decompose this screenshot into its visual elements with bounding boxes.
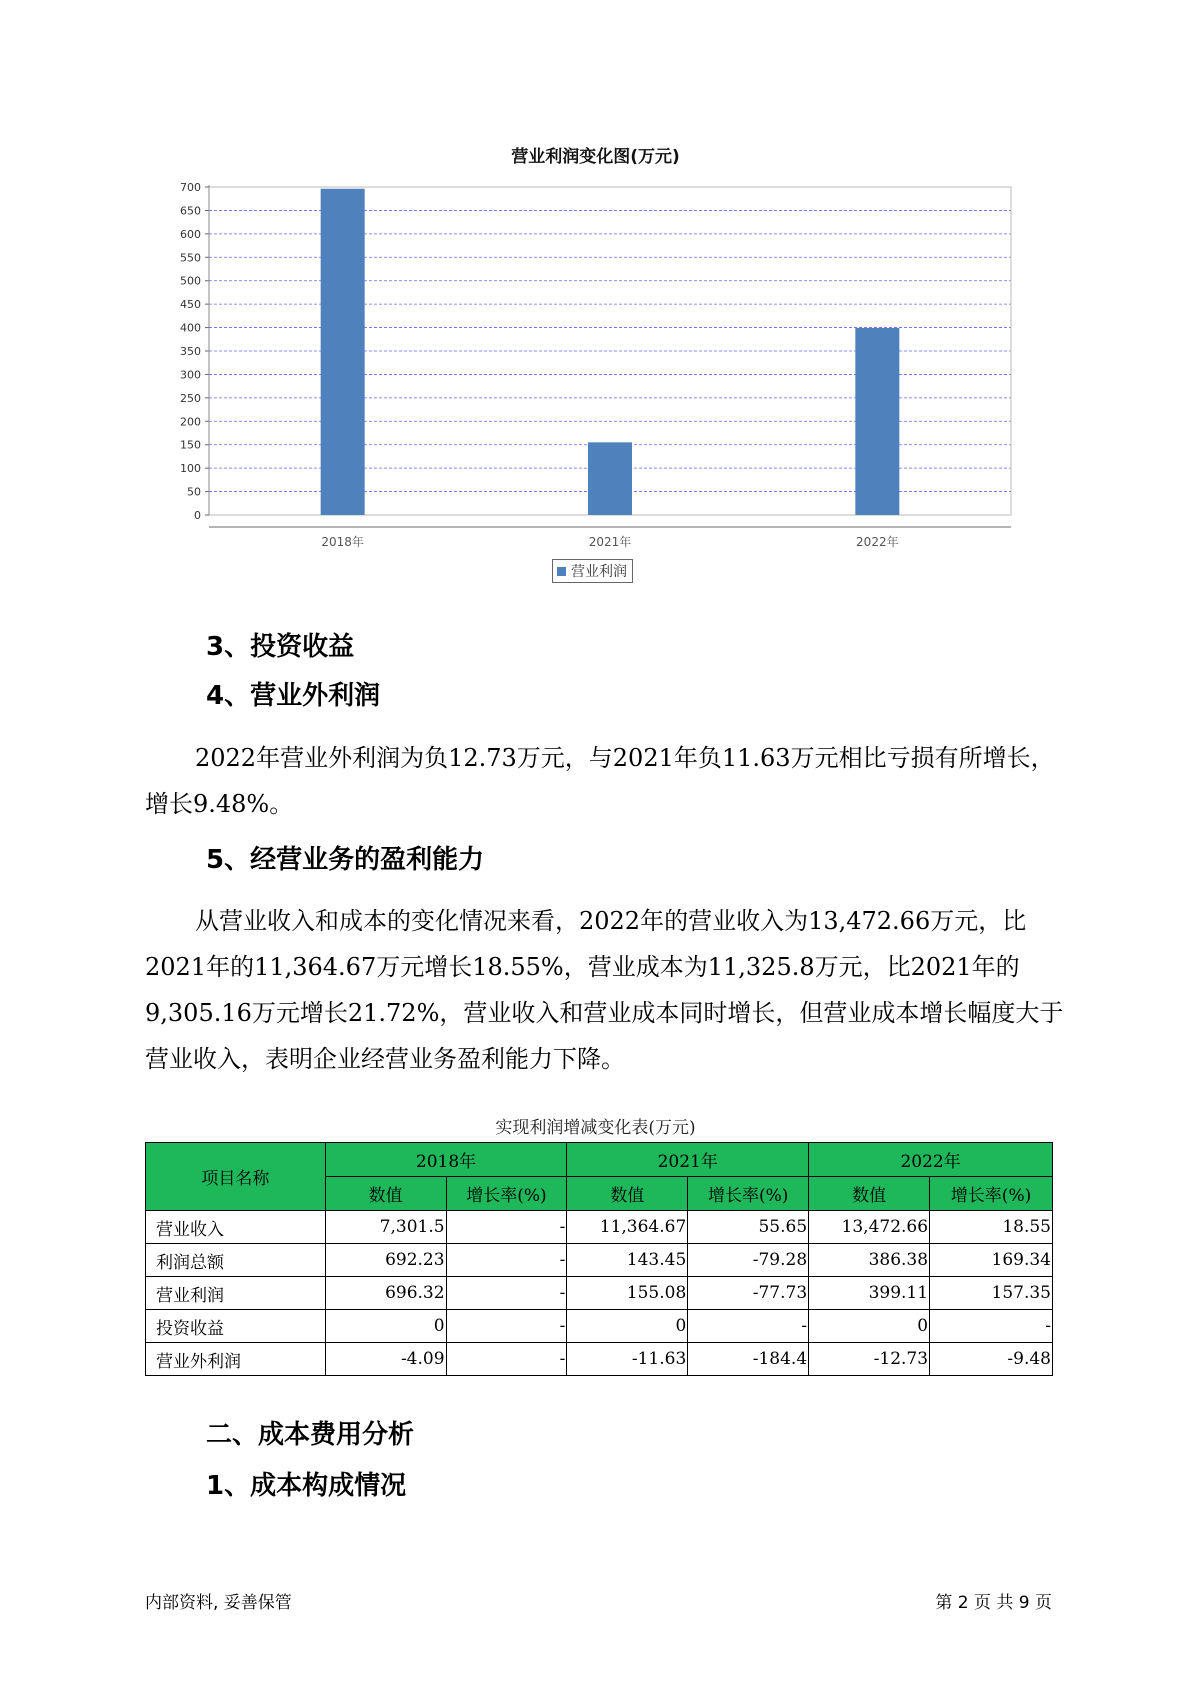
row-label: 营业利润 xyxy=(146,1277,326,1310)
heading-investment-income: 3、投资收益 xyxy=(206,632,355,662)
table-cell: - xyxy=(930,1310,1053,1343)
subheader-growth: 增长率(%) xyxy=(688,1177,809,1211)
paragraph-profitability: 从营业收入和成本的变化情况来看，2022年的营业收入为13,472.66万元，比2021年的11,364.67万元增长18.55%，营业成本为11,325.8万元，比2021年的9,305.16万元增长21.72%，营业收入和营业成本同时增长，但营业成本增长幅度大于营业收入，表明企业经营业务盈利能力下降。 xyxy=(145,907,1064,1073)
table-cell: - xyxy=(446,1277,567,1310)
x-tick-label: 2018年 xyxy=(321,535,364,549)
heading-non-operating-profit: 4、营业外利润 xyxy=(206,681,381,711)
row-label: 营业收入 xyxy=(146,1211,326,1244)
table-cell: - xyxy=(446,1211,567,1244)
y-tick-label: 650 xyxy=(180,204,201,218)
table-cell: 55.65 xyxy=(688,1211,809,1244)
y-tick-label: 550 xyxy=(180,251,201,265)
table-cell: -79.28 xyxy=(688,1244,809,1277)
chart-tick-labels xyxy=(180,181,899,549)
table-cell: 386.38 xyxy=(809,1244,930,1277)
header-year-2018: 2018年 xyxy=(325,1143,567,1177)
table-cell: -184.4 xyxy=(688,1343,809,1376)
table-cell: 7,301.5 xyxy=(325,1211,446,1244)
table-cell: 11,364.67 xyxy=(567,1211,688,1244)
heading-profitability: 5、经营业务的盈利能力 xyxy=(206,845,485,875)
bar-chart xyxy=(0,0,1191,620)
table-cell: -12.73 xyxy=(809,1343,930,1376)
legend-label: 营业利润 xyxy=(571,564,627,580)
table-cell: 399.11 xyxy=(809,1277,930,1310)
chart-legend xyxy=(552,559,633,583)
header-year-2021: 2021年 xyxy=(567,1143,809,1177)
table-row xyxy=(146,1310,1053,1343)
table-cell: 0 xyxy=(809,1310,930,1343)
table-cell: 696.32 xyxy=(325,1277,446,1310)
heading-cost-analysis: 二、成本费用分析 xyxy=(206,1420,415,1450)
table-cell: - xyxy=(446,1343,567,1376)
table-cell: 692.23 xyxy=(325,1244,446,1277)
table-row xyxy=(146,1244,1053,1277)
header-item-name: 项目名称 xyxy=(146,1143,326,1211)
y-tick-label: 450 xyxy=(180,298,201,312)
table-cell: - xyxy=(446,1244,567,1277)
heading-cost-structure: 1、成本构成情况 xyxy=(206,1471,407,1501)
legend-swatch xyxy=(557,567,566,576)
table-cell: 143.45 xyxy=(567,1244,688,1277)
table-header-row xyxy=(146,1143,1053,1177)
subheader-value: 数值 xyxy=(809,1177,930,1211)
bar xyxy=(588,442,632,515)
chart-bars xyxy=(321,189,900,515)
profit-change-table xyxy=(145,1142,1053,1376)
table-row xyxy=(146,1277,1053,1310)
table-cell: 169.34 xyxy=(930,1244,1053,1277)
subheader-growth: 增长率(%) xyxy=(446,1177,567,1211)
chart-title: 营业利润变化图(万元) xyxy=(511,147,680,167)
bar xyxy=(321,189,365,515)
paragraph-non-operating-profit: 2022年营业外利润为负12.73万元，与2021年负11.63万元相比亏损有所增长，增长9.48%。 xyxy=(145,744,1055,818)
table-cell: 0 xyxy=(325,1310,446,1343)
table-cell: - xyxy=(446,1310,567,1343)
y-tick-label: 50 xyxy=(187,485,201,499)
row-label: 利润总额 xyxy=(146,1244,326,1277)
table-cell: -77.73 xyxy=(688,1277,809,1310)
y-tick-label: 500 xyxy=(180,274,201,288)
table-cell: -9.48 xyxy=(930,1343,1053,1376)
subheader-value: 数值 xyxy=(567,1177,688,1211)
y-tick-label: 200 xyxy=(180,415,201,429)
y-tick-label: 700 xyxy=(180,181,201,194)
table-cell: 157.35 xyxy=(930,1277,1053,1310)
y-tick-label: 350 xyxy=(180,345,201,358)
x-tick-label: 2022年 xyxy=(856,535,899,549)
footer-page-number: 第 2 页 共 9 页 xyxy=(935,1593,1052,1613)
x-tick-label: 2021年 xyxy=(588,535,632,549)
row-label: 营业外利润 xyxy=(146,1343,326,1376)
table-cell: 155.08 xyxy=(567,1277,688,1310)
y-tick-label: 300 xyxy=(180,368,201,382)
subheader-value: 数值 xyxy=(325,1177,446,1211)
table-cell: -11.63 xyxy=(567,1343,688,1376)
footer-confidential-note: 内部资料, 妥善保管 xyxy=(145,1593,292,1613)
table-title: 实现利润增减变化表(万元) xyxy=(495,1118,696,1138)
table-row xyxy=(146,1211,1053,1244)
table-cell: 18.55 xyxy=(930,1211,1053,1244)
table-cell: -4.09 xyxy=(325,1343,446,1376)
subheader-growth: 增长率(%) xyxy=(930,1177,1053,1211)
header-year-2022: 2022年 xyxy=(809,1143,1053,1177)
table-row xyxy=(146,1343,1053,1376)
row-label: 投资收益 xyxy=(146,1310,326,1343)
table-cell: 13,472.66 xyxy=(809,1211,930,1244)
y-tick-label: 400 xyxy=(180,321,201,335)
y-tick-label: 150 xyxy=(180,438,201,452)
y-tick-label: 0 xyxy=(194,509,201,522)
y-tick-label: 250 xyxy=(180,391,201,405)
table-cell: - xyxy=(688,1310,809,1343)
table-cell: 0 xyxy=(567,1310,688,1343)
y-tick-label: 600 xyxy=(180,227,201,241)
y-tick-label: 100 xyxy=(180,462,201,476)
bar xyxy=(855,328,899,515)
